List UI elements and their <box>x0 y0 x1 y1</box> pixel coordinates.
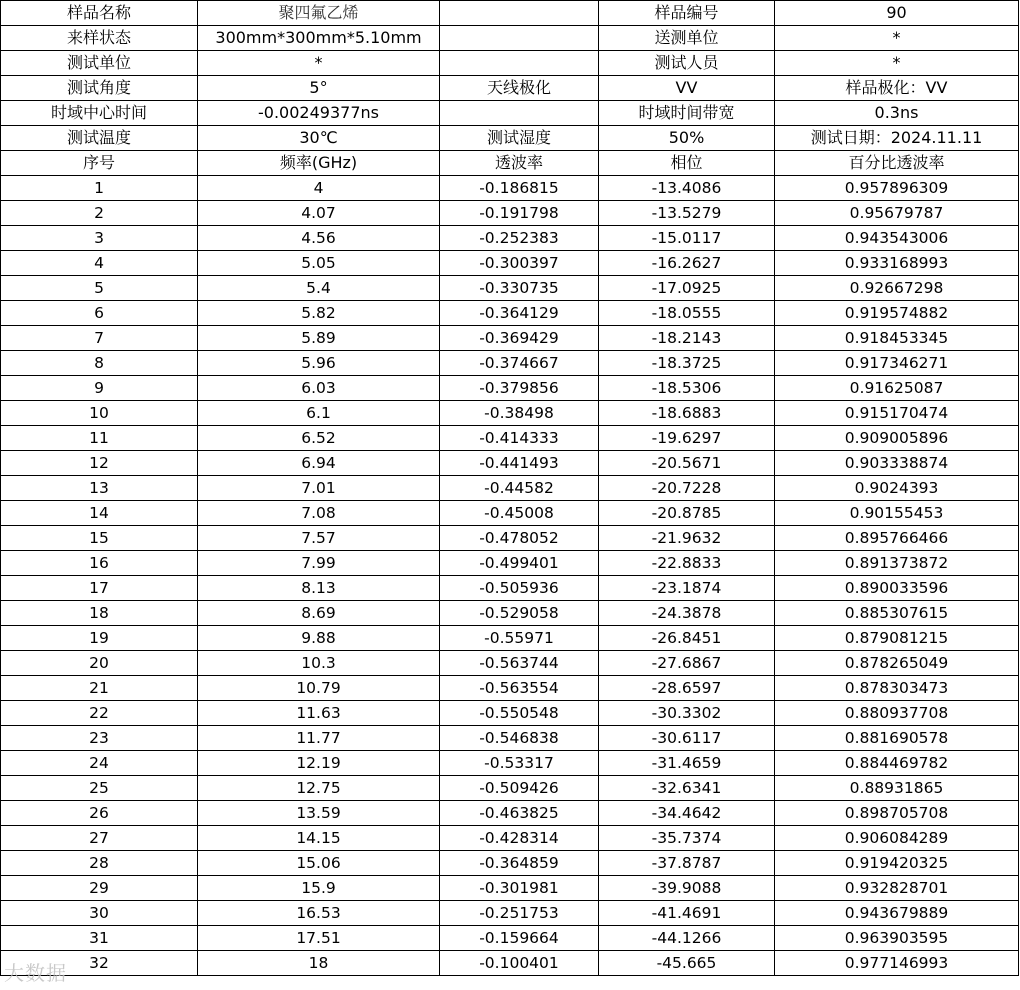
table-row <box>1 701 1019 726</box>
table-row-cell-4: 0.898705708 <box>775 801 1019 826</box>
table-row-cell-1: 18 <box>198 951 440 976</box>
table-row-cell-1: 5.96 <box>198 351 440 376</box>
table-row-cell-3: -32.6341 <box>599 776 775 801</box>
table-row-cell-0: 27 <box>1 826 198 851</box>
header-row <box>1 101 1019 126</box>
table-row-cell-1: 7.01 <box>198 476 440 501</box>
table-row-cell-3: -16.2627 <box>599 251 775 276</box>
table-row-cell-2: -0.441493 <box>440 451 599 476</box>
table-row-cell-2: -0.364859 <box>440 851 599 876</box>
table-row-cell-0: 21 <box>1 676 198 701</box>
table-row-cell-2: -0.53317 <box>440 751 599 776</box>
table-row-cell-3: -24.3878 <box>599 601 775 626</box>
table-row-cell-4: 0.881690578 <box>775 726 1019 751</box>
table-row-cell-2: -0.563554 <box>440 676 599 701</box>
table-row-cell-4: 0.963903595 <box>775 926 1019 951</box>
header-row <box>1 51 1019 76</box>
table-row-cell-1: 15.06 <box>198 851 440 876</box>
table-row-cell-0: 7 <box>1 326 198 351</box>
table-row-cell-0: 25 <box>1 776 198 801</box>
table-row <box>1 726 1019 751</box>
table-row-cell-2: -0.55971 <box>440 626 599 651</box>
table-row <box>1 201 1019 226</box>
table-row <box>1 351 1019 376</box>
table-row-cell-2: -0.100401 <box>440 951 599 976</box>
header-row-cell-4: * <box>775 26 1019 51</box>
table-row <box>1 426 1019 451</box>
column-header-row-cell-4: 百分比透波率 <box>775 151 1019 176</box>
table-row-cell-4: 0.885307615 <box>775 601 1019 626</box>
table-row-cell-1: 7.08 <box>198 501 440 526</box>
table-row-cell-0: 18 <box>1 601 198 626</box>
table-row-cell-1: 5.4 <box>198 276 440 301</box>
table-row-cell-0: 17 <box>1 576 198 601</box>
table-row-cell-2: -0.330735 <box>440 276 599 301</box>
table-row-cell-3: -31.4659 <box>599 751 775 776</box>
table-row-cell-1: 6.94 <box>198 451 440 476</box>
table-row-cell-4: 0.915170474 <box>775 401 1019 426</box>
table-row-cell-3: -18.2143 <box>599 326 775 351</box>
table-row-cell-3: -41.4691 <box>599 901 775 926</box>
table-row-cell-1: 5.05 <box>198 251 440 276</box>
table-row <box>1 626 1019 651</box>
table-row-cell-0: 32 <box>1 951 198 976</box>
table-row <box>1 301 1019 326</box>
header-row <box>1 1 1019 26</box>
table-row-cell-1: 5.89 <box>198 326 440 351</box>
table-row-cell-0: 9 <box>1 376 198 401</box>
table-row-cell-4: 0.933168993 <box>775 251 1019 276</box>
table-row <box>1 826 1019 851</box>
table-row-cell-3: -18.0555 <box>599 301 775 326</box>
table-row-cell-4: 0.880937708 <box>775 701 1019 726</box>
table-row-cell-1: 12.19 <box>198 751 440 776</box>
table-row-cell-4: 0.878303473 <box>775 676 1019 701</box>
table-row-cell-0: 23 <box>1 726 198 751</box>
table-row-cell-3: -30.3302 <box>599 701 775 726</box>
table-row-cell-0: 16 <box>1 551 198 576</box>
table-row <box>1 776 1019 801</box>
table-row-cell-0: 2 <box>1 201 198 226</box>
table-row-cell-3: -18.5306 <box>599 376 775 401</box>
table-row-cell-0: 12 <box>1 451 198 476</box>
table-row-cell-3: -20.7228 <box>599 476 775 501</box>
table-row-cell-0: 8 <box>1 351 198 376</box>
table-row-cell-1: 8.69 <box>198 601 440 626</box>
header-row-cell-2 <box>440 26 599 51</box>
table-row-cell-0: 24 <box>1 751 198 776</box>
table-row-cell-3: -21.9632 <box>599 526 775 551</box>
table-row-cell-3: -18.3725 <box>599 351 775 376</box>
table-row-cell-0: 13 <box>1 476 198 501</box>
table-row-cell-4: 0.9024393 <box>775 476 1019 501</box>
table-row-cell-1: 10.79 <box>198 676 440 701</box>
table-row-cell-1: 13.59 <box>198 801 440 826</box>
table-row-cell-2: -0.546838 <box>440 726 599 751</box>
table-row-cell-0: 1 <box>1 176 198 201</box>
table-row-cell-2: -0.45008 <box>440 501 599 526</box>
table-row-cell-1: 15.9 <box>198 876 440 901</box>
table-row-cell-0: 30 <box>1 901 198 926</box>
table-row-cell-4: 0.878265049 <box>775 651 1019 676</box>
table-row-cell-2: -0.529058 <box>440 601 599 626</box>
header-row-cell-4: 测试日期：2024.11.11 <box>775 126 1019 151</box>
table-row-cell-2: -0.186815 <box>440 176 599 201</box>
table-row-cell-0: 31 <box>1 926 198 951</box>
header-row-cell-4: 0.3ns <box>775 101 1019 126</box>
table-row <box>1 401 1019 426</box>
table-row-cell-3: -45.665 <box>599 951 775 976</box>
table-row-cell-3: -13.4086 <box>599 176 775 201</box>
header-row-cell-2: 天线极化 <box>440 76 599 101</box>
table-row-cell-2: -0.251753 <box>440 901 599 926</box>
table-row-cell-2: -0.300397 <box>440 251 599 276</box>
header-row-cell-0: 来样状态 <box>1 26 198 51</box>
table-row-cell-0: 15 <box>1 526 198 551</box>
table-row-cell-1: 7.99 <box>198 551 440 576</box>
table-row-cell-0: 6 <box>1 301 198 326</box>
table-row-cell-4: 0.895766466 <box>775 526 1019 551</box>
table-row-cell-0: 19 <box>1 626 198 651</box>
table-row-cell-1: 10.3 <box>198 651 440 676</box>
table-row-cell-3: -22.8833 <box>599 551 775 576</box>
table-row-cell-2: -0.414333 <box>440 426 599 451</box>
table-row-cell-2: -0.509426 <box>440 776 599 801</box>
table-row-cell-3: -26.8451 <box>599 626 775 651</box>
table-row-cell-4: 0.909005896 <box>775 426 1019 451</box>
table-row <box>1 676 1019 701</box>
header-row <box>1 26 1019 51</box>
table-row <box>1 926 1019 951</box>
table-row-cell-2: -0.369429 <box>440 326 599 351</box>
table-row-cell-0: 26 <box>1 801 198 826</box>
table-row-cell-2: -0.301981 <box>440 876 599 901</box>
table-row-cell-3: -13.5279 <box>599 201 775 226</box>
table-row <box>1 576 1019 601</box>
table-row-cell-1: 6.1 <box>198 401 440 426</box>
table-row-cell-1: 17.51 <box>198 926 440 951</box>
table-row-cell-4: 0.884469782 <box>775 751 1019 776</box>
table-row-cell-3: -20.8785 <box>599 501 775 526</box>
table-row-cell-1: 11.77 <box>198 726 440 751</box>
header-row-cell-3: 样品编号 <box>599 1 775 26</box>
header-row-cell-1: -0.00249377ns <box>198 101 440 126</box>
table-row-cell-1: 8.13 <box>198 576 440 601</box>
table-row-cell-0: 22 <box>1 701 198 726</box>
header-row-cell-3: 测试人员 <box>599 51 775 76</box>
table-row-cell-4: 0.891373872 <box>775 551 1019 576</box>
table-row-cell-4: 0.918453345 <box>775 326 1019 351</box>
table-row <box>1 476 1019 501</box>
table-row <box>1 651 1019 676</box>
table-row-cell-2: -0.379856 <box>440 376 599 401</box>
table-row <box>1 276 1019 301</box>
table-row-cell-2: -0.364129 <box>440 301 599 326</box>
column-header-row-cell-1: 频率(GHz) <box>198 151 440 176</box>
table-row <box>1 326 1019 351</box>
header-row-cell-4: 样品极化：VV <box>775 76 1019 101</box>
table-row-cell-0: 14 <box>1 501 198 526</box>
table-row-cell-2: -0.159664 <box>440 926 599 951</box>
table-row-cell-2: -0.505936 <box>440 576 599 601</box>
table-row-cell-3: -17.0925 <box>599 276 775 301</box>
header-row-cell-4: * <box>775 51 1019 76</box>
table-row <box>1 526 1019 551</box>
table-row-cell-4: 0.88931865 <box>775 776 1019 801</box>
header-row-cell-0: 时域中心时间 <box>1 101 198 126</box>
table-row-cell-1: 6.52 <box>198 426 440 451</box>
table-row-cell-1: 6.03 <box>198 376 440 401</box>
table-row-cell-3: -44.1266 <box>599 926 775 951</box>
table-row <box>1 501 1019 526</box>
table-row-cell-2: -0.478052 <box>440 526 599 551</box>
table-row-cell-3: -35.7374 <box>599 826 775 851</box>
table-row-cell-3: -15.0117 <box>599 226 775 251</box>
table-row-cell-3: -37.8787 <box>599 851 775 876</box>
table-row-cell-4: 0.90155453 <box>775 501 1019 526</box>
header-row-cell-2 <box>440 1 599 26</box>
header-row-cell-4: 90 <box>775 1 1019 26</box>
watermark: 大数据 <box>4 961 67 985</box>
table-row <box>1 876 1019 901</box>
column-header-row <box>1 151 1019 176</box>
table-row-cell-2: -0.563744 <box>440 651 599 676</box>
table-row-cell-4: 0.917346271 <box>775 351 1019 376</box>
table-row-cell-4: 0.91625087 <box>775 376 1019 401</box>
table-row-cell-4: 0.957896309 <box>775 176 1019 201</box>
table-row-cell-2: -0.499401 <box>440 551 599 576</box>
table-row-cell-4: 0.903338874 <box>775 451 1019 476</box>
table-row <box>1 451 1019 476</box>
table-row-cell-3: -27.6867 <box>599 651 775 676</box>
table-row <box>1 901 1019 926</box>
table-row <box>1 601 1019 626</box>
header-row-cell-1: 300mm*300mm*5.10mm <box>198 26 440 51</box>
table-row-cell-3: -39.9088 <box>599 876 775 901</box>
table-row <box>1 226 1019 251</box>
table-row <box>1 951 1019 976</box>
header-row <box>1 76 1019 101</box>
table-row <box>1 751 1019 776</box>
table-row-cell-4: 0.890033596 <box>775 576 1019 601</box>
table-row-cell-1: 4 <box>198 176 440 201</box>
table-row-cell-4: 0.932828701 <box>775 876 1019 901</box>
header-row-cell-3: 时域时间带宽 <box>599 101 775 126</box>
table-row <box>1 176 1019 201</box>
table-row-cell-1: 4.56 <box>198 226 440 251</box>
table-row-cell-0: 29 <box>1 876 198 901</box>
table-row-cell-4: 0.906084289 <box>775 826 1019 851</box>
header-row-cell-2 <box>440 101 599 126</box>
table-row-cell-2: -0.463825 <box>440 801 599 826</box>
table-row-cell-1: 9.88 <box>198 626 440 651</box>
table-row-cell-0: 4 <box>1 251 198 276</box>
table-row-cell-0: 11 <box>1 426 198 451</box>
table-row-cell-1: 4.07 <box>198 201 440 226</box>
header-row-cell-0: 测试温度 <box>1 126 198 151</box>
table-row-cell-0: 20 <box>1 651 198 676</box>
header-row-cell-0: 测试单位 <box>1 51 198 76</box>
table-row <box>1 376 1019 401</box>
header-row <box>1 126 1019 151</box>
table-row-cell-4: 0.919574882 <box>775 301 1019 326</box>
table-row-cell-3: -34.4642 <box>599 801 775 826</box>
table-row-cell-4: 0.977146993 <box>775 951 1019 976</box>
table-row-cell-1: 16.53 <box>198 901 440 926</box>
header-row-cell-1: 5° <box>198 76 440 101</box>
header-row-cell-1: 聚四氟乙烯 <box>198 1 440 26</box>
table-row-cell-0: 3 <box>1 226 198 251</box>
header-row-cell-0: 样品名称 <box>1 1 198 26</box>
table-row-cell-2: -0.428314 <box>440 826 599 851</box>
table-row-cell-4: 0.919420325 <box>775 851 1019 876</box>
table-row-cell-3: -30.6117 <box>599 726 775 751</box>
table-row-cell-3: -18.6883 <box>599 401 775 426</box>
table-row-cell-4: 0.943543006 <box>775 226 1019 251</box>
table-row-cell-2: -0.191798 <box>440 201 599 226</box>
table-row-cell-3: -23.1874 <box>599 576 775 601</box>
table-row-cell-4: 0.95679787 <box>775 201 1019 226</box>
header-row-cell-2 <box>440 51 599 76</box>
table-row-cell-0: 28 <box>1 851 198 876</box>
column-header-row-cell-2: 透波率 <box>440 151 599 176</box>
header-row-cell-0: 测试角度 <box>1 76 198 101</box>
table-row-cell-2: -0.374667 <box>440 351 599 376</box>
table-row-cell-2: -0.44582 <box>440 476 599 501</box>
table-row <box>1 551 1019 576</box>
header-row-cell-3: 50% <box>599 126 775 151</box>
table-row-cell-1: 5.82 <box>198 301 440 326</box>
table-row-cell-2: -0.550548 <box>440 701 599 726</box>
table-row-cell-4: 0.92667298 <box>775 276 1019 301</box>
header-row-cell-3: VV <box>599 76 775 101</box>
table-row-cell-2: -0.38498 <box>440 401 599 426</box>
table-row-cell-1: 11.63 <box>198 701 440 726</box>
table-row-cell-2: -0.252383 <box>440 226 599 251</box>
table-row-cell-4: 0.943679889 <box>775 901 1019 926</box>
column-header-row-cell-0: 序号 <box>1 151 198 176</box>
table-row <box>1 251 1019 276</box>
table-row-cell-1: 7.57 <box>198 526 440 551</box>
table-row <box>1 801 1019 826</box>
table-row-cell-1: 14.15 <box>198 826 440 851</box>
header-row-cell-3: 送测单位 <box>599 26 775 51</box>
table-row-cell-3: -28.6597 <box>599 676 775 701</box>
table-row-cell-3: -20.5671 <box>599 451 775 476</box>
header-row-cell-1: * <box>198 51 440 76</box>
table-row-cell-3: -19.6297 <box>599 426 775 451</box>
table-row-cell-1: 12.75 <box>198 776 440 801</box>
table-row-cell-4: 0.879081215 <box>775 626 1019 651</box>
table-row-cell-0: 10 <box>1 401 198 426</box>
table-row-cell-0: 5 <box>1 276 198 301</box>
header-row-cell-1: 30℃ <box>198 126 440 151</box>
header-row-cell-2: 测试湿度 <box>440 126 599 151</box>
column-header-row-cell-3: 相位 <box>599 151 775 176</box>
table-row <box>1 851 1019 876</box>
